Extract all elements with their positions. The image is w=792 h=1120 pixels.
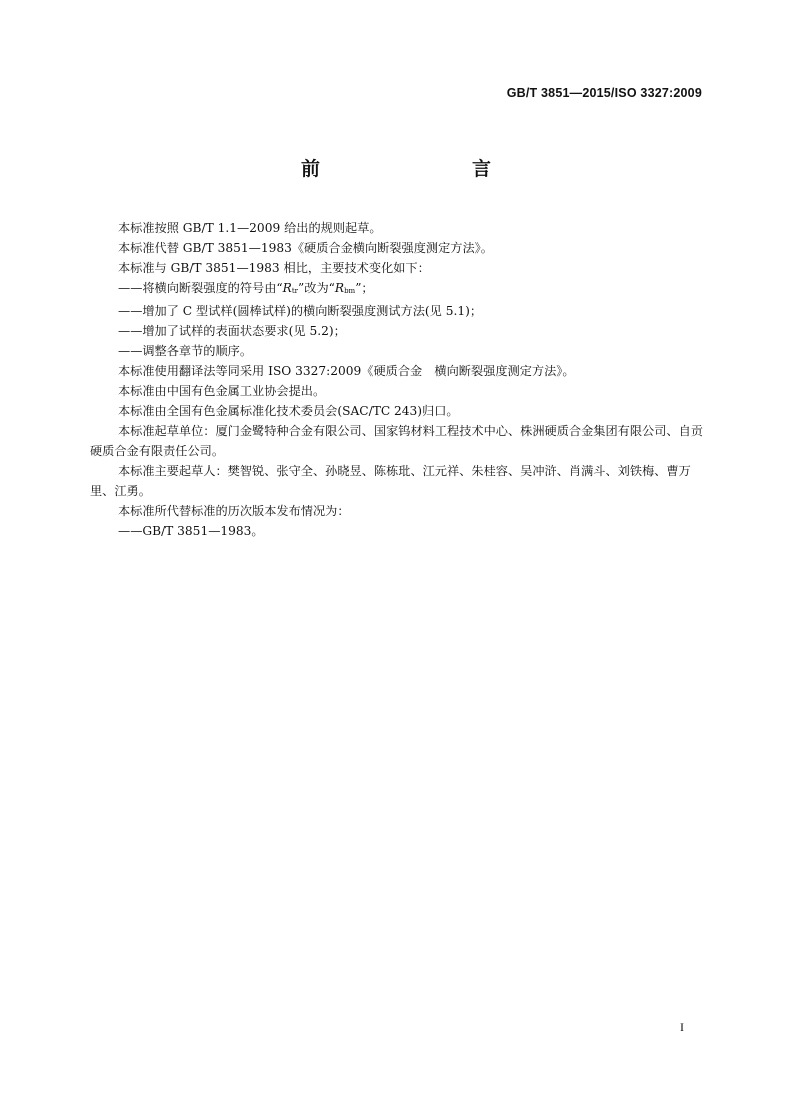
paragraph-iso-adoption: 本标准使用翻译法等同采用 ISO 3327:2009《硬质合金 横向断裂强度测定方法》。 [118,364,575,378]
history-item: ——GB/T 3851—1983。 [118,524,264,538]
foreword-body [90,218,706,541]
page-number: I [680,1020,684,1034]
paragraph-changes-intro: 本标准与 GB/T 3851—1983 相比，主要技术变化如下： [118,261,430,275]
change-item-c-type-specimen: ——增加了 C 型试样(圆棒试样)的横向断裂强度测试方法(见 5.1)； [118,304,483,318]
change-item-chapter-order: ——调整各章节的顺序。 [118,344,253,358]
paragraph-drafting-units: 本标准起草单位：厦门金鹭特种合金有限公司、国家钨材料工程技术中心、株洲硬质合金集团有限公司、自贡硬质合金有限责任公司。 [90,424,703,458]
paragraph-history-intro: 本标准所代替标准的历次版本发布情况为： [118,504,350,518]
paragraph-centralized-by: 本标准由全国有色金属标准化技术委员会(SAC/TC 243)归口。 [118,404,459,418]
change-item-symbol: ——将横向断裂强度的符号由“$R_{tr}$”改为“$R_{bm}$”； [118,281,374,295]
paragraph-drafters: 本标准主要起草人：樊智锐、张守全、孙晓昱、陈栋玭、江元祥、朱桂容、吴冲浒、肖满斗、刘铁梅、曹万里、江勇。 [90,464,691,498]
page-title: 前 言 [300,158,529,180]
standard-number: GB/T 3851—2015/ISO 3327:2009 [506,86,702,100]
change-item-surface-condition: ——增加了试样的表面状态要求(见 5.2)； [118,324,346,338]
paragraph-proposed-by: 本标准由中国有色金属工业协会提出。 [118,384,326,398]
paragraph-drafting-rules: 本标准按照 GB/T 1.1—2009 给出的规则起草。 [118,221,382,235]
paragraph-replaces: 本标准代替 GB/T 3851—1983《硬质合金横向断裂强度测定方法》。 [118,241,493,255]
